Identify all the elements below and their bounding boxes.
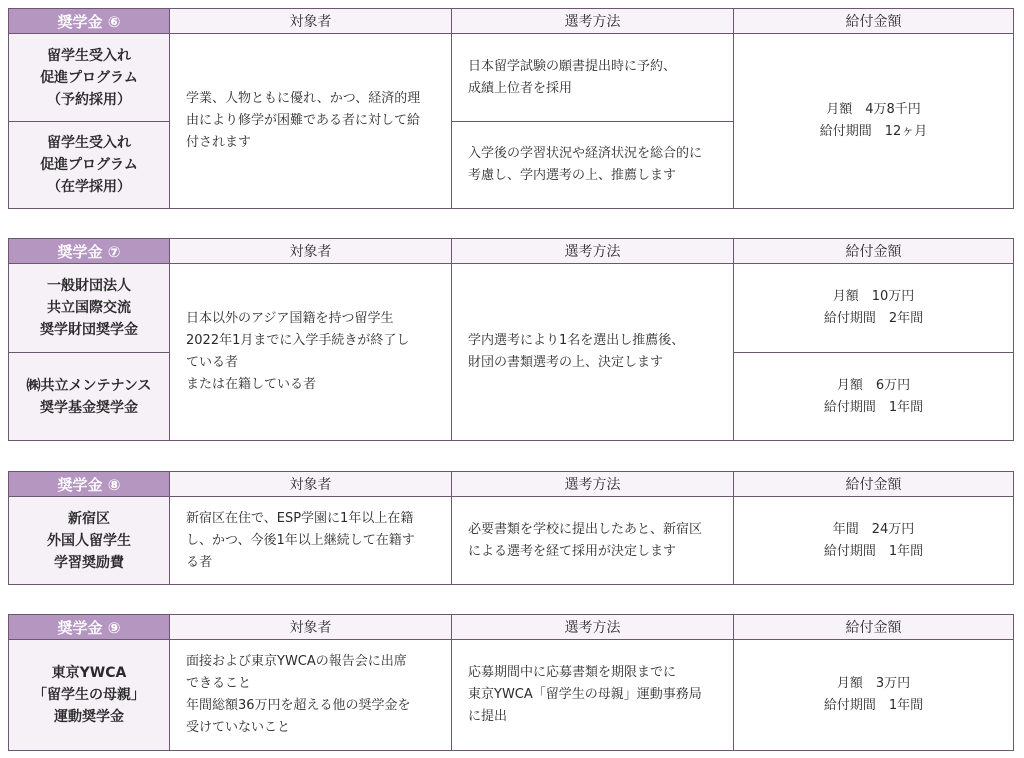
method-text: 学内選考により1名を選出し推薦後、 財団の書類選考の上、決定します <box>468 333 685 370</box>
method-text: 応募期間中に応募書類を期限までに 東京YWCA「留学生の母親」運動事務局 に提出 <box>468 665 702 724</box>
target-text: 新宿区在住で、ESP学園に1年以上在籍 し、かつ、今後1年以上継続して在籍す る者 <box>186 510 415 570</box>
scholarship-name: 一般財団法人 共立国際交流 奨学財団奨学金 <box>9 264 169 352</box>
amount-text: 月額 6万円 給付期間 1年間 <box>734 352 1013 440</box>
method-column <box>451 34 733 208</box>
table-body <box>9 264 1013 440</box>
method-text: 日本留学試験の願書提出時に予約、 成績上位者を採用 <box>468 58 677 96</box>
scholarship-table-8 <box>8 471 1014 585</box>
target-column <box>169 497 451 584</box>
scholarship-name: 新宿区 外国人留学生 学習奨励費 <box>9 497 169 584</box>
target-text: 面接および東京YWCAの報告会に出席 できること 年間総額36万円を超える他の奨学金を 受けていないこと <box>186 654 411 735</box>
scholarship-badge: 奨学金 ⑨ <box>9 615 169 639</box>
amount-text: 月額 4万8千円 給付期間 12ヶ月 <box>819 102 928 139</box>
header-amount: 給付金額 <box>733 9 1013 33</box>
header-method: 選考方法 <box>451 239 733 263</box>
header-amount: 給付金額 <box>733 472 1013 496</box>
name-column <box>9 640 169 750</box>
target-text: 学業、人物ともに優れ、かつ、経済的理 由により修学が困難である者に対して給 付されます <box>186 91 421 150</box>
table-body <box>9 640 1013 750</box>
method-column <box>451 497 733 584</box>
target-column <box>169 34 451 208</box>
amount-text: 月額 10万円 給付期間 2年間 <box>823 289 924 326</box>
table-header <box>9 472 1013 497</box>
header-method: 選考方法 <box>451 9 733 33</box>
target-column <box>169 264 451 440</box>
header-method: 選考方法 <box>451 472 733 496</box>
name-column <box>9 497 169 584</box>
header-target: 対象者 <box>169 615 451 639</box>
target-text: 日本以外のアジア国籍を持つ留学生 2022年1月までに入学手続きが終了し ている者 または在籍している者 <box>186 311 410 392</box>
table-header <box>9 9 1013 34</box>
scholarship-badge: 奨学金 ⑥ <box>9 9 169 33</box>
target-column <box>169 640 451 750</box>
scholarship-name: 東京YWCA 「留学生の母親」 運動奨学金 <box>9 640 169 750</box>
name-column <box>9 34 169 208</box>
table-body <box>9 497 1013 584</box>
table-header <box>9 239 1013 264</box>
scholarship-table-6 <box>8 8 1014 209</box>
scholarship-badge: 奨学金 ⑦ <box>9 239 169 263</box>
header-method: 選考方法 <box>451 615 733 639</box>
method-column <box>451 264 733 440</box>
header-target: 対象者 <box>169 472 451 496</box>
header-amount: 給付金額 <box>733 239 1013 263</box>
scholarship-table-9 <box>8 614 1014 751</box>
amount-column <box>733 640 1013 750</box>
scholarship-badge: 奨学金 ⑧ <box>9 472 169 496</box>
scholarship-name: 留学生受入れ 促進プログラム （予約採用） <box>9 34 169 121</box>
scholarship-name: 留学生受入れ 促進プログラム （在学採用） <box>9 121 169 208</box>
method-text: 入学後の学習状況や経済状況を総合的に 考慮し、学内選考の上、推薦します <box>452 121 733 208</box>
scholarship-table-7 <box>8 238 1014 441</box>
table-header <box>9 615 1013 640</box>
method-column <box>451 640 733 750</box>
method-text: 必要書類を学校に提出したあと、新宿区 による選考を経て採用が決定します <box>468 521 703 559</box>
table-body <box>9 34 1013 208</box>
header-target: 対象者 <box>169 9 451 33</box>
amount-column <box>733 34 1013 208</box>
header-target: 対象者 <box>169 239 451 263</box>
amount-column <box>733 264 1013 440</box>
amount-text: 月額 3万円 給付期間 1年間 <box>823 676 924 713</box>
scholarship-name: ㈱共立メンテナンス 奨学基金奨学金 <box>9 352 169 440</box>
header-amount: 給付金額 <box>733 615 1013 639</box>
name-column <box>9 264 169 440</box>
amount-text: 年間 24万円 給付期間 1年間 <box>823 521 924 559</box>
amount-column <box>733 497 1013 584</box>
